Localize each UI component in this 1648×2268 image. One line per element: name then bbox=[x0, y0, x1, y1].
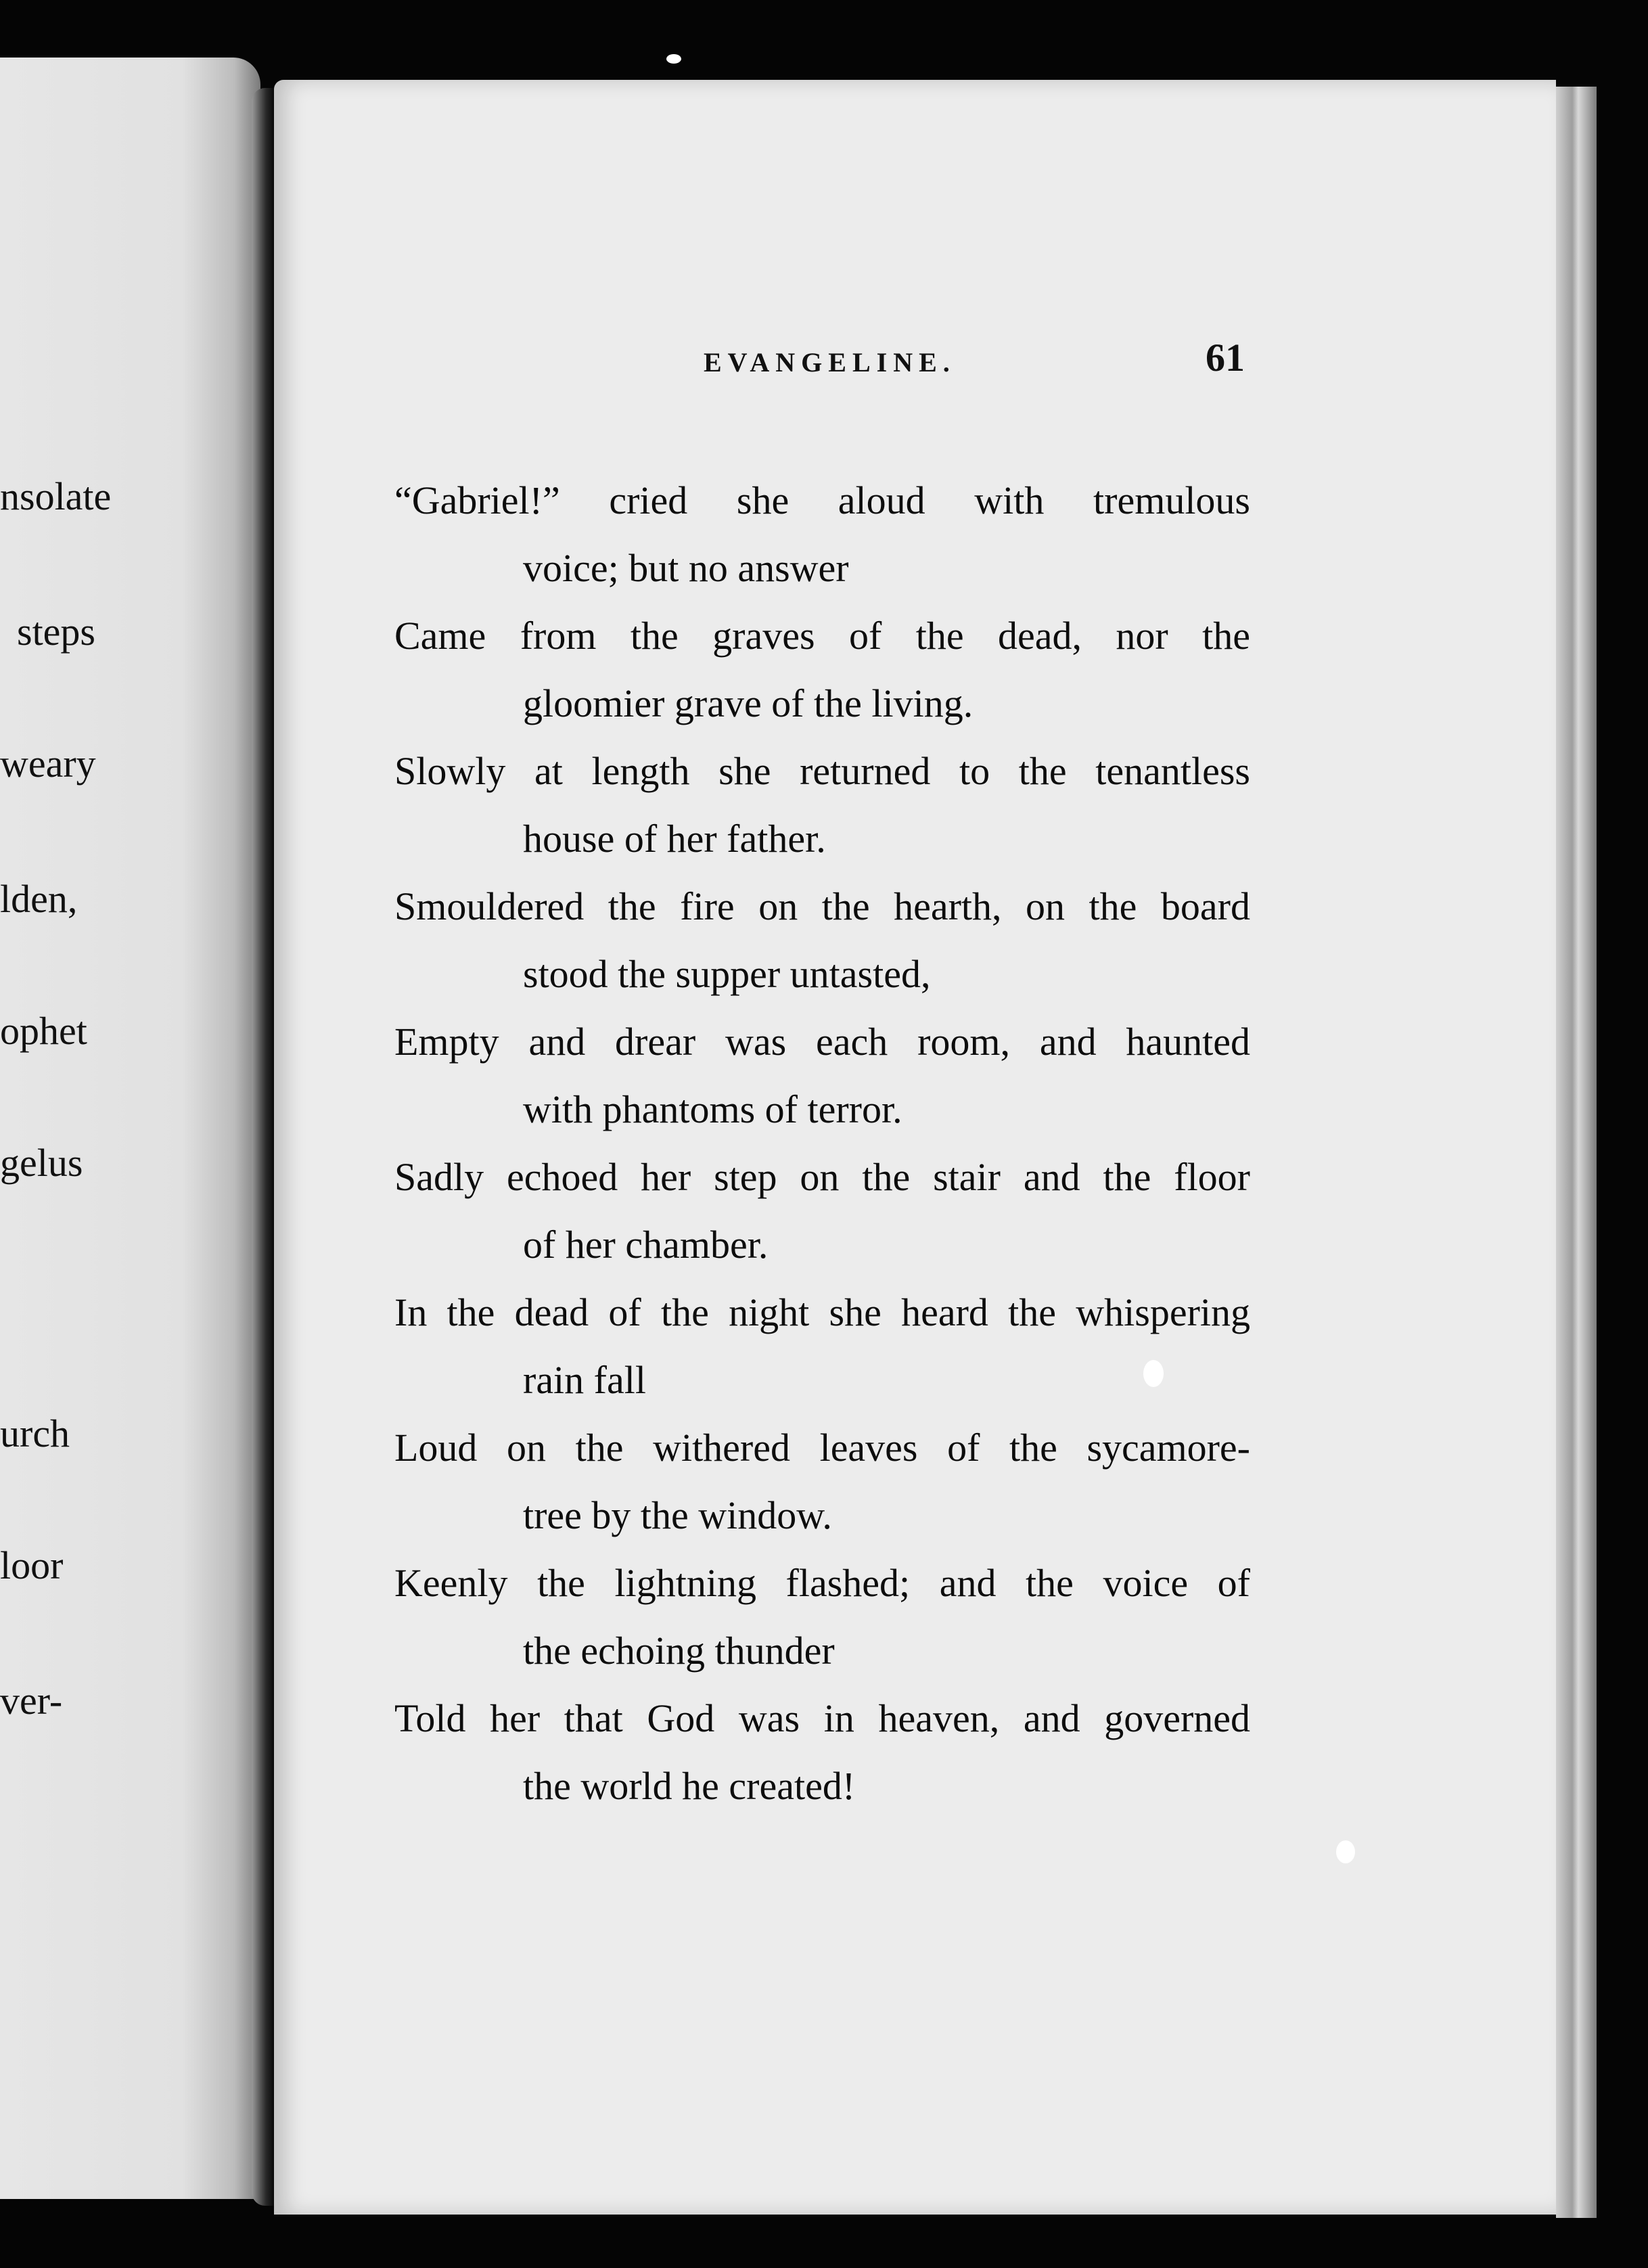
verse-line: “Gabriel!” cried she aloud with tremulous bbox=[394, 478, 1250, 522]
verse-line-continuation: of her chamber. bbox=[523, 1223, 769, 1267]
running-head: EVANGELINE. bbox=[704, 347, 956, 378]
verse-line: Keenly the lightning flashed; and the voice of bbox=[394, 1561, 1250, 1605]
left-page bbox=[0, 58, 260, 2199]
left-page-line: gelus bbox=[0, 1141, 83, 1185]
verse-line: In the dead of the night she heard the whispering bbox=[394, 1290, 1250, 1334]
verse-line-continuation: with phantoms of terror. bbox=[523, 1087, 902, 1131]
poem-text bbox=[394, 467, 1250, 1820]
verse-line-continuation: tree by the window. bbox=[523, 1493, 832, 1537]
left-page-line: nsolate bbox=[0, 474, 112, 518]
left-page-line: urch bbox=[0, 1411, 70, 1455]
verse-line-continuation: the world he created! bbox=[523, 1764, 856, 1808]
verse-line-continuation: house of her father. bbox=[523, 817, 826, 861]
verse-line-continuation: voice; but no answer bbox=[523, 546, 849, 590]
verse-line: Came from the graves of the dead, nor the bbox=[394, 614, 1250, 658]
paper-speck bbox=[1336, 1840, 1355, 1863]
left-page-line: ophet bbox=[0, 1009, 87, 1053]
verse-line-continuation: the echoing thunder bbox=[523, 1629, 835, 1673]
verse-line-continuation: gloomier grave of the living. bbox=[523, 681, 974, 725]
left-page-line: ver- bbox=[0, 1679, 63, 1723]
verse-line: Loud on the withered leaves of the sycamore- bbox=[394, 1426, 1250, 1470]
page-number: 61 bbox=[1206, 336, 1245, 380]
left-page-line: weary bbox=[0, 742, 96, 786]
verse-line-continuation: stood the supper untasted, bbox=[523, 952, 931, 996]
page-edge bbox=[1556, 87, 1597, 2218]
paper-speck bbox=[666, 54, 681, 64]
left-page-line: steps bbox=[17, 610, 95, 654]
verse-line: Slowly at length she returned to the tenantless bbox=[394, 749, 1250, 793]
verse-line: Sadly echoed her step on the stair and the floor bbox=[394, 1155, 1250, 1199]
verse-line: Smouldered the fire on the hearth, on the board bbox=[394, 884, 1250, 928]
verse-line-continuation: rain fall bbox=[523, 1358, 646, 1402]
left-page-line: loor bbox=[0, 1543, 64, 1587]
left-page-line: lden, bbox=[0, 877, 78, 921]
verse-line: Told her that God was in heaven, and governed bbox=[394, 1696, 1250, 1740]
verse-line: Empty and drear was each room, and haunted bbox=[394, 1020, 1250, 1064]
